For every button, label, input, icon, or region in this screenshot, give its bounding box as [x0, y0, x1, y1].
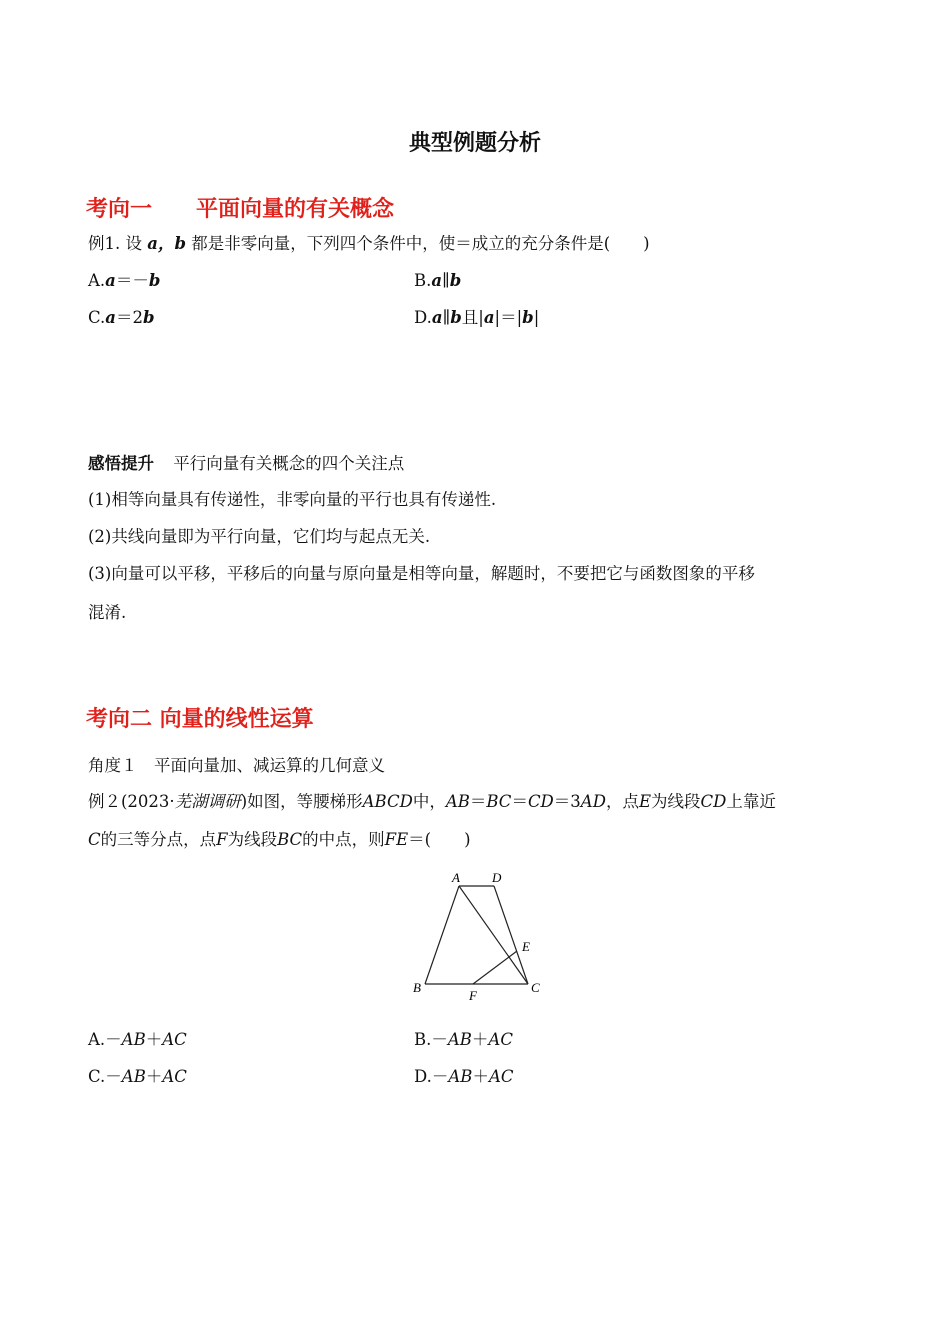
ex2-text: ＝ [511, 792, 528, 811]
vector-b: b [174, 234, 186, 253]
option-prefix: B. [414, 271, 432, 290]
option-prefix: D.－ [414, 1067, 449, 1086]
ex2-var: CD [527, 792, 554, 811]
comma: ， [157, 234, 175, 253]
example2-option-c[interactable] [88, 1066, 187, 1088]
ex2-var: C [88, 830, 101, 849]
option-part: b [148, 271, 161, 290]
option-part: ∥ [442, 271, 450, 290]
segment-DC [494, 886, 528, 984]
option-prefix: C.－ [88, 1067, 122, 1086]
angle-heading: 角度１ 平面向量加、减运算的几何意义 [88, 756, 385, 775]
example2-option-b[interactable] [414, 1029, 513, 1051]
example2-line1 [88, 791, 776, 813]
option-part: b [449, 271, 462, 290]
option-op: ＋ [145, 1067, 163, 1086]
option-op: ＋ [472, 1067, 489, 1086]
example2-option-a[interactable] [88, 1029, 187, 1051]
example1-option-a[interactable] [88, 270, 160, 292]
insight-point-2: (2)共线向量即为平行向量，它们均与起点无关. [88, 527, 431, 546]
ex2-var: ABCD [362, 792, 413, 811]
option-op: ＋ [471, 1030, 489, 1049]
example1-rest: 都是非零向量，下列四个条件中，使＝成立的充分条件是( ) [191, 234, 650, 253]
option-prefix: B.－ [414, 1030, 448, 1049]
option-part: ∥ [442, 308, 451, 327]
ex2-text: )如图，等腰梯形 [240, 792, 363, 811]
option-term: AC [488, 1030, 513, 1049]
option-prefix: A. [88, 271, 106, 290]
option-term: AC [162, 1067, 187, 1086]
section2-heading: 考向二 向量的线性运算 [86, 707, 314, 732]
example1-option-b[interactable] [414, 270, 461, 292]
option-op: ＋ [145, 1030, 163, 1049]
ex2-text: ，点 [605, 792, 639, 811]
insight-label: 感悟提升 [88, 454, 154, 473]
ex2-text: 的三等分点，点 [100, 830, 217, 849]
example1-question [88, 233, 650, 255]
option-part: ＝2 [116, 308, 143, 327]
option-part: b [450, 308, 462, 327]
insight-point-1: (1)相等向量具有传递性，非零向量的平行也具有传递性. [88, 490, 497, 509]
example1-option-d[interactable] [414, 307, 539, 329]
ex2-source: 芜湖调研 [174, 792, 241, 811]
ex2-text: 为线段 [651, 792, 701, 811]
ex2-var: BC [277, 830, 303, 849]
section1-heading: 考向一 平面向量的有关概念 [86, 197, 395, 222]
label-B: B [413, 980, 421, 995]
example2-option-d[interactable] [414, 1066, 513, 1088]
ex2-text: ＝3 [553, 792, 581, 811]
trapezoid-figure [400, 866, 550, 1006]
option-prefix: A.－ [88, 1030, 122, 1049]
option-part: a [105, 308, 116, 327]
option-part: b [522, 308, 534, 327]
option-part: |＝| [494, 308, 523, 327]
option-part: a [483, 308, 495, 327]
label-C: C [531, 980, 540, 995]
option-part: | [533, 308, 540, 327]
ex2-text: 的中点，则 [302, 830, 385, 849]
ex2-var: CD [700, 792, 727, 811]
ex2-text: ＝ [469, 792, 487, 811]
example1-option-c[interactable] [88, 307, 155, 329]
ex2-var: E [638, 792, 651, 811]
insight-point-3-cont: 混淆. [88, 603, 127, 622]
option-term: AC [488, 1067, 514, 1086]
ex2-text: ＝( ) [408, 830, 471, 849]
option-part: a [431, 308, 443, 327]
segment-FE [473, 951, 517, 984]
option-term: AB [447, 1030, 472, 1049]
option-part: ＝－ [115, 271, 149, 290]
insight-point-3: (3)向量可以平移，平移后的向量与原向量是相等向量，解题时，不要把它与函数图象的平移 [88, 564, 755, 583]
insight-heading: 平行向量有关概念的四个关注点 [173, 454, 405, 473]
ex2-text: 上靠近 [726, 792, 776, 811]
option-term: AB [448, 1067, 473, 1086]
example2-line2 [88, 829, 471, 851]
label-F: F [469, 988, 477, 1003]
option-prefix: D. [414, 308, 432, 327]
option-part: a [105, 271, 116, 290]
ex2-var: F [216, 830, 228, 849]
option-part: b [143, 308, 155, 327]
option-term: AB [121, 1030, 146, 1049]
ex2-var: AB [445, 792, 470, 811]
vector-a: a [147, 234, 158, 253]
segment-AB [425, 886, 459, 984]
label-A: A [452, 870, 460, 885]
option-part: 且| [461, 308, 484, 327]
ex2-var: BC [486, 792, 512, 811]
insight-heading-line [88, 453, 404, 475]
option-prefix: C. [88, 308, 106, 327]
ex2-text: 中， [412, 792, 446, 811]
page-title: 典型例题分析 [408, 131, 541, 156]
option-part: a [431, 271, 443, 290]
option-term: AB [121, 1067, 146, 1086]
ex2-var: FE [384, 830, 409, 849]
label-D: D [492, 870, 502, 885]
ex2-text: 为线段 [227, 830, 278, 849]
option-term: AC [162, 1030, 187, 1049]
ex2-text: 例２(2023· [88, 792, 175, 811]
ex2-var: AD [580, 792, 606, 811]
example1-label: 例1. 设 [88, 234, 142, 253]
label-E: E [522, 939, 530, 954]
